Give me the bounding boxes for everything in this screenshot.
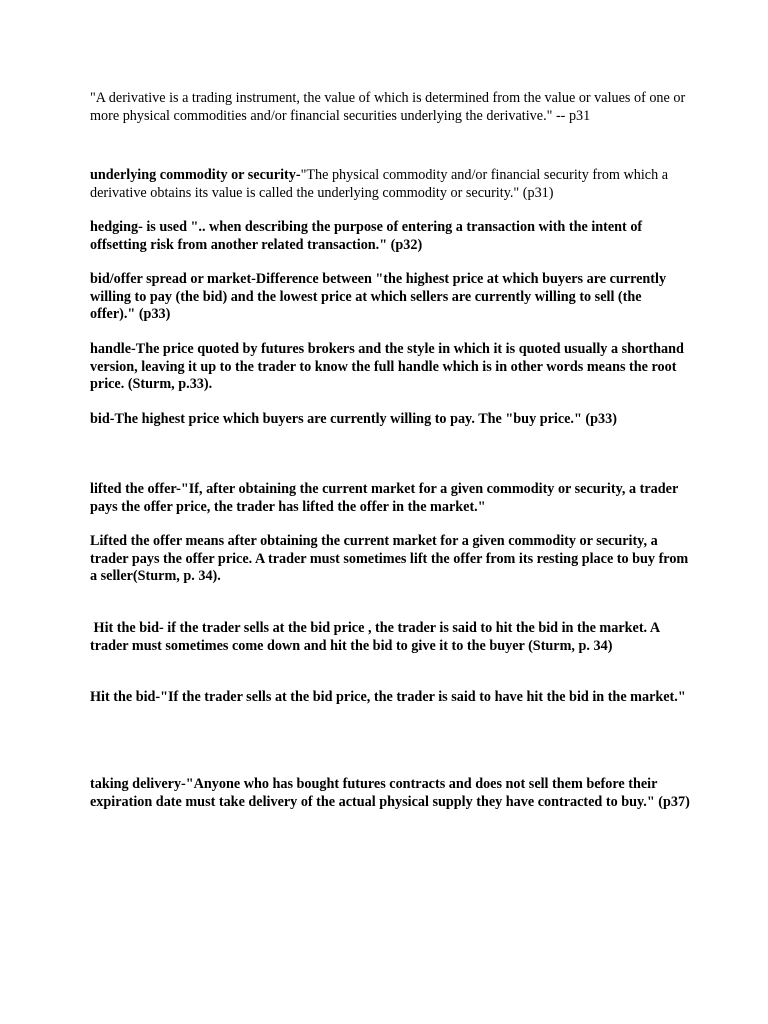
term-label: underlying commodity or security- bbox=[90, 167, 301, 183]
hit-bid-definition bbox=[90, 689, 690, 707]
lifted-offer-definition bbox=[90, 481, 690, 516]
paragraph-text: Hit the bid- if the trader sells at the bid price , the trader is said to hit the bid in the market. A trader must sometimes come down and hit the bid to give it to the buyer (Sturm, p. 34) bbox=[90, 620, 663, 654]
paragraph-text: taking delivery-"Anyone who has bought futures contracts and does not sell them before their expiration date must take delivery of the actual physical supply they have contracted to buy." (p37) bbox=[90, 776, 690, 810]
paragraph-text: Lifted the offer means after obtaining the current market for a given commodity or security, a trader pays the offer price. A trader must sometimes lift the offer from its resting place to buy from a seller(Sturm, p. 34). bbox=[90, 533, 689, 584]
underlying-definition bbox=[90, 167, 690, 202]
taking-delivery-definition bbox=[90, 776, 690, 811]
paragraph-text: handle-The price quoted by futures brokers and the style in which it is quoted usually a shorthand version, leaving it up to the trader to know the full handle which is in other words means the root price. (Sturm, p.33). bbox=[90, 341, 684, 392]
lifted-offer-explanation bbox=[90, 533, 690, 586]
paragraph-text: bid-The highest price which buyers are currently willing to pay. The "buy price." (p33) bbox=[90, 411, 617, 427]
paragraph-text: "The physical commodity and/or financial security from which a derivative obtains its value is called the underlying commodity or security." (p31) bbox=[90, 167, 669, 201]
paragraph-text: Hit the bid-"If the trader sells at the bid price, the trader is said to have hit the bid in the market." bbox=[90, 689, 686, 705]
paragraph-text: hedging- is used ".. when describing the purpose of entering a transaction with the intent of offsetting risk from another related transaction." (p32) bbox=[90, 219, 643, 253]
handle-definition bbox=[90, 341, 690, 394]
paragraph-text: lifted the offer-"If, after obtaining the current market for a given commodity or security, a trader pays the offer price, the trader has lifted the offer in the market." bbox=[90, 481, 678, 515]
bid-definition bbox=[90, 411, 690, 429]
paragraph-text: "A derivative is a trading instrument, the value of which is determined from the value or values of one or more physical commodities and/or financial securities underlying the derivative." -- p31 bbox=[90, 90, 686, 124]
paragraph-text: bid/offer spread or market-Difference between "the highest price at which buyers are currently willing to pay (the bid) and the lowest price at which sellers are currently willing to sell (the offer)." (p33) bbox=[90, 271, 667, 322]
derivative-definition bbox=[90, 90, 690, 125]
hedging-definition bbox=[90, 219, 690, 254]
hit-bid-explanation bbox=[90, 620, 690, 655]
bid-offer-spread-definition bbox=[90, 271, 690, 324]
